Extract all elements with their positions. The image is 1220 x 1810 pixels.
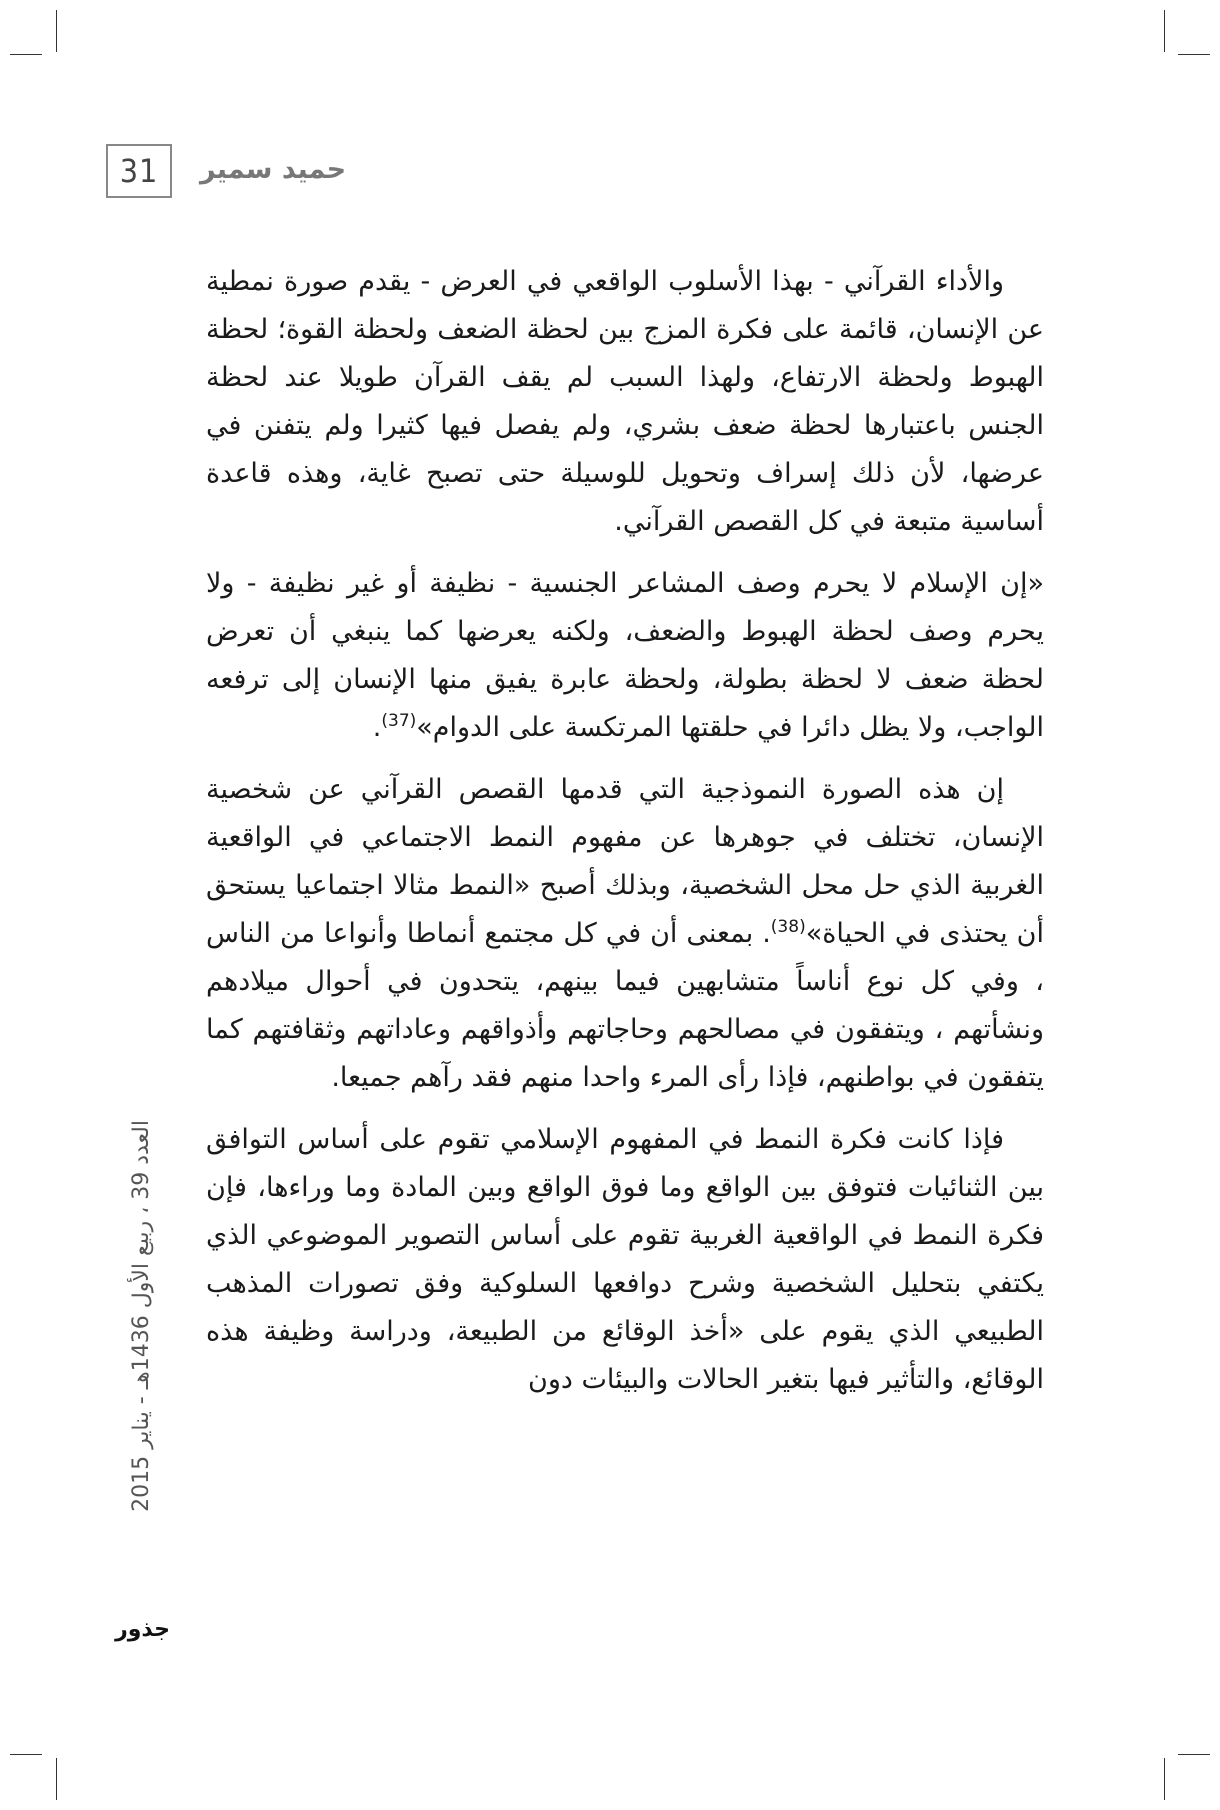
article-body	[206, 258, 1044, 1404]
paragraph-text: إن هذه الصورة النموذجية التي قدمها القصص القرآني عن شخصية الإنسان، تختلف في جوهرها عن مفهوم النمط الاجتماعي في الواقعية الغربية الذي حل محل الشخصية، وبذلك أصبح «النمط مثالا اجتماعيا يستحق أن يحتذى في الحياة»	[206, 774, 1044, 949]
journal-issue-line: العدد 39 ، ربيع الأول 1436هـ - يناير 2015	[129, 1120, 154, 1512]
quote-paragraph	[206, 560, 1044, 752]
quote-text: «إن الإسلام لا يحرم وصف المشاعر الجنسية - نظيفة أو غير نظيفة - ولا يحرم وصف لحظة الهبوط والضعف، ولكنه يعرضها كما ينبغي أن تعرض لحظة ضعف لا لحظة بطولة، ولحظة عابرة يفيق منها الإنسان إلى ترفعه الواجب، ولا يظل دائرا في حلقتها المرتكسة على الدوام»	[206, 568, 1044, 743]
crop-mark	[10, 1754, 42, 1755]
crop-mark	[10, 54, 42, 55]
quote-end: .	[372, 712, 382, 743]
crop-mark	[1164, 1758, 1165, 1800]
crop-mark	[1178, 1754, 1210, 1755]
footnote-ref-38: (38)	[770, 917, 806, 937]
crop-mark	[56, 1758, 57, 1800]
paragraph: والأداء القرآني - بهذا الأسلوب الواقعي في العرض - يقدم صورة نمطية عن الإنسان، قائمة على فكرة المزج بين لحظة الضعف ولحظة القوة؛ لحظة الهبوط ولحظة الارتفاع، ولهذا السبب لم يقف القرآن طويلا عند لحظة الجنس باعتبارها لحظة ضعف بشري، ولم يفصل فيها كثيرا ولم يتفنن في عرضها، لأن ذلك إسراف وتحويل للوسيلة حتى تصبح غاية، وهذه قاعدة أساسية متبعة في كل القصص القرآني.	[206, 266, 1044, 537]
paragraph-text-cont: . بمعنى أن في كل مجتمع أنماطا وأنواعا من الناس ، وفي كل نوع أناساً متشابهين فيما بينهم، يتحدون في أحوال ميلادهم ونشأتهم ، ويتفقون في مصالحهم وحاجاتهم وأذواقهم وعاداتهم وثقافتهم كما يتفقون في بواطنهم، فإذا رأى المرء واحدا منهم فقد رآهم جميعا.	[206, 918, 1044, 1093]
crop-mark	[1164, 10, 1165, 52]
page-number: 31	[106, 144, 172, 198]
paragraph: فإذا كانت فكرة النمط في المفهوم الإسلامي تقوم على أساس التوافق بين الثنائيات فتوفق بين الواقع وما فوق الواقع وبين المادة وما وراءها، فإن فكرة النمط في الواقعية الغربية تقوم على أساس التصوير الموضوعي الذي يكتفي بتحليل الشخصية وشرح دوافعها السلوكية وفق تصورات المذهب الطبيعي الذي يقوم على «أخذ الوقائع من الطبيعة، ودراسة وظيفة هذه الوقائع، والتأثير فيها بتغير الحالات والبيئات دون	[206, 1124, 1044, 1395]
running-head-author: حميد سمير	[200, 154, 347, 185]
crop-mark	[1178, 54, 1210, 55]
paragraph	[206, 766, 1044, 1102]
crop-mark	[56, 10, 57, 52]
journal-logo: جذور	[115, 1617, 170, 1642]
footnote-ref-37: (37)	[381, 711, 417, 731]
